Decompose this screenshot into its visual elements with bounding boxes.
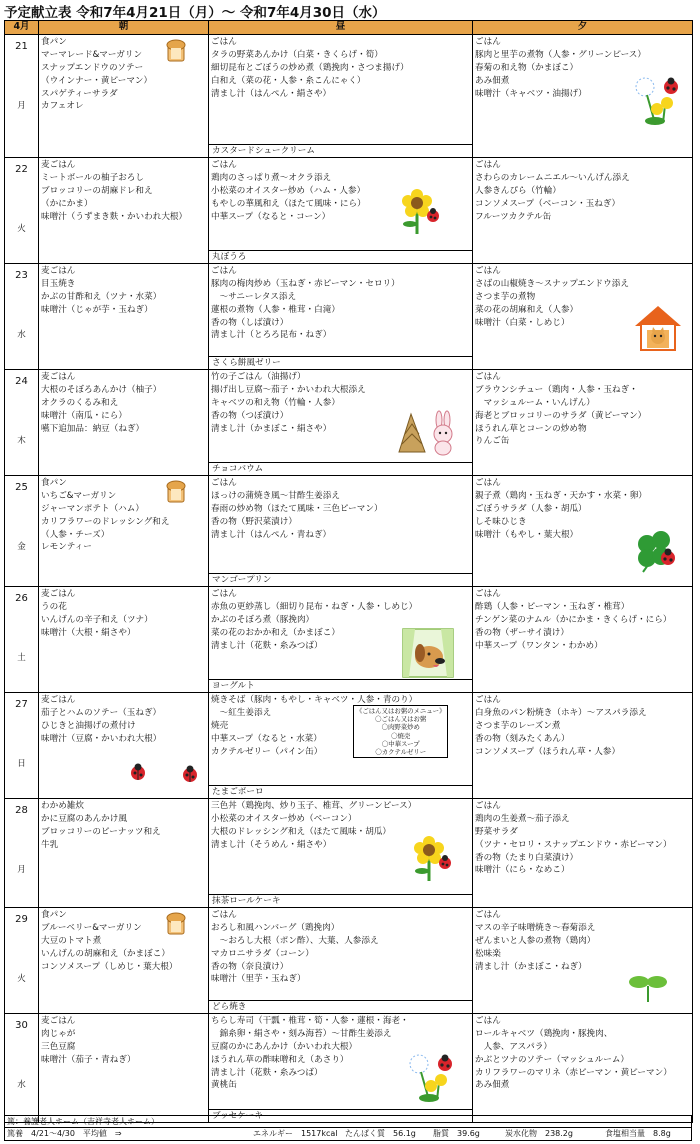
breakfast-item: スナップエンドウのソテー	[41, 62, 144, 73]
lunch-item: 清まし汁（はんぺん・青ねぎ）	[211, 529, 332, 540]
breakfast-item: コンソメスープ（しめじ・葉大根）	[41, 961, 178, 972]
weekday-label: 火	[17, 224, 26, 234]
lunch-item: 香の物（奈良漬け）	[211, 961, 289, 972]
lunch-item: 清まし汁（とろろ昆布・ねぎ）	[211, 330, 332, 341]
weekday-label: 木	[17, 436, 26, 446]
house-cat-icon	[633, 304, 683, 356]
dandelion-ladybug-icon	[633, 75, 685, 131]
breakfast-item: 麦ごはん	[41, 695, 76, 705]
dinner-cell	[473, 35, 693, 158]
breakfast-item: 嚥下追加品：納豆（ねぎ）	[41, 423, 145, 434]
dinner-item: ごはん	[475, 910, 501, 920]
snack-item: カスタードシュークリーム	[209, 144, 472, 157]
fat-value: 脂質 39.6g	[433, 1129, 480, 1138]
lunch-item: 清まし汁（はんぺん・絹さや）	[211, 88, 332, 99]
dinner-item: 松味楽	[475, 948, 501, 959]
breakfast-cell	[39, 158, 209, 264]
dinner-cell	[473, 587, 693, 693]
breakfast-cell	[39, 370, 209, 476]
breakfast-item: カリフラワーのドレッシング和え	[41, 516, 170, 527]
breakfast-item: かぶの甘酢和え（ツナ・水菜）	[41, 291, 162, 302]
dinner-item: ごはん	[475, 160, 501, 170]
breakfast-item: ジャーマンポテト（ハム）	[41, 503, 144, 514]
dinner-item: ごはん	[475, 372, 501, 382]
ladybug-icon	[179, 765, 201, 787]
dinner-item: 味噌汁（白菜・しめじ）	[475, 317, 570, 328]
menu-table	[4, 20, 693, 1123]
dinner-item: ごはん	[475, 266, 501, 276]
lunch-cell	[209, 158, 473, 264]
day-row	[5, 1014, 693, 1123]
dinner-item: りんご缶	[475, 436, 510, 447]
dinner-item: あみ佃煮	[475, 1080, 510, 1091]
sprout-icon	[623, 970, 673, 1008]
dinner-item: あみ佃煮	[475, 75, 510, 86]
salt-value: 食塩相当量 8.8g	[605, 1129, 671, 1138]
lunch-item: かぶのそぼろ煮（豚挽肉）	[211, 614, 315, 625]
dinner-header: 夕	[473, 21, 693, 35]
snack-item: チョコバウム	[209, 462, 472, 475]
day-row	[5, 799, 693, 908]
breakfast-item: 食パン	[41, 478, 67, 488]
breakfast-cell	[39, 476, 209, 587]
dinner-item: 野菜サラダ	[475, 826, 518, 837]
snack-item: さくら餅風ゼリー	[209, 356, 472, 369]
breakfast-cell	[39, 587, 209, 693]
lunch-item: ほうれん草の酢味噌和え（あさり）	[211, 1054, 349, 1065]
day-row	[5, 693, 693, 799]
breakfast-item: いんげんの胡麻和え（かまぼこ）	[41, 948, 170, 959]
breakfast-item: 麦ごはん	[41, 266, 76, 276]
snack-item: 丸ぼうろ	[209, 250, 472, 263]
lunch-item: 竹の子ごはん（油揚げ）	[211, 372, 306, 382]
lunch-cell	[209, 476, 473, 587]
breakfast-item: 牛乳	[41, 839, 59, 850]
lunch-item: 錦糸卵・絹さや・刻み海苔）～甘酢生姜添え	[211, 1028, 392, 1039]
dinner-cell	[473, 1014, 693, 1123]
dinner-item: チンゲン菜のナムル（かにかま・きくらげ・にら）	[475, 614, 672, 625]
dinner-item: 酢鶏（人参・ピーマン・玉ねぎ・椎茸）	[475, 601, 630, 612]
dinner-item: マッシュルーム・いんげん）	[475, 397, 595, 408]
day-row	[5, 908, 693, 1014]
month-header: 4月	[5, 21, 39, 35]
lunch-cell	[209, 799, 473, 908]
date-cell	[5, 158, 39, 264]
day-number: 24	[15, 376, 28, 387]
day-number: 23	[15, 270, 28, 281]
header-row	[5, 21, 693, 35]
dinner-item: ごはん	[475, 37, 501, 47]
ladybug-icon	[127, 763, 149, 785]
day-number: 22	[15, 164, 28, 175]
lunch-item: 白和え（菜の花・人参・糸こんにゃく）	[211, 75, 366, 86]
breakfast-item: 目玉焼き	[41, 278, 76, 289]
lunch-cell	[209, 587, 473, 693]
lunch-item: 春雨の炒め物（ほたて風味・三色ピーマン）	[211, 503, 383, 514]
bread-icon	[165, 39, 187, 67]
lunch-item: 清まし汁（そうめん・絹さや）	[211, 839, 332, 850]
lunch-cell	[209, 370, 473, 476]
dinner-item: 鶏肉の生姜煮～茄子添え	[475, 813, 570, 824]
breakfast-item: うの花	[41, 601, 67, 612]
breakfast-item: 味噌汁（大根・絹さや）	[41, 627, 136, 638]
weekday-label: 水	[17, 330, 26, 340]
bamboo-shoot-rabbit-icon	[395, 410, 461, 460]
lunch-item: ～サニーレタス添え	[211, 291, 297, 302]
breakfast-item: 味噌汁（茄子・青ねぎ）	[41, 1054, 136, 1065]
lunch-item: 揚げ出し豆腐～茄子・かいわれ大根添え	[211, 384, 366, 395]
breakfast-item: （かにかま）	[41, 198, 93, 209]
day-number: 28	[15, 805, 28, 816]
nutrition-footer	[4, 1115, 692, 1141]
dinner-item: ごはん	[475, 1016, 501, 1026]
lunch-item: 中華スープ（なると・コーン）	[211, 211, 331, 222]
lunch-item: 豚肉の梅肉炒め（玉ねぎ・赤ピーマン・セロリ）	[211, 278, 400, 289]
dinner-item: 海老とブロッコリーのサラダ（黄ピーマン）	[475, 410, 647, 421]
breakfast-cell	[39, 693, 209, 799]
weekday-label: 日	[17, 759, 26, 769]
dinner-cell	[473, 264, 693, 370]
breakfast-item: 食パン	[41, 37, 67, 47]
dinner-item: 春菊の和え物（かまぼこ）	[475, 62, 579, 73]
dinner-item: さつま芋のレーズン煮	[475, 720, 561, 731]
dinner-cell	[473, 908, 693, 1014]
carb-value: 炭水化物 238.2g	[505, 1129, 573, 1138]
dinner-cell	[473, 799, 693, 908]
dog-window-icon	[399, 627, 457, 683]
lunch-item: 香の物（しば漬け）	[211, 317, 289, 328]
energy-value: エネルギー 1517kcal	[253, 1129, 338, 1138]
page-title: 予定献立表 令和7年4月21日（月）～ 令和7年4月30日（水）	[4, 5, 386, 21]
dinner-item: 清まし汁（かまぼこ・ねぎ）	[475, 961, 587, 972]
weekday-label: 月	[17, 865, 26, 875]
breakfast-item: オクラのくるみ和え	[41, 397, 119, 408]
date-cell	[5, 370, 39, 476]
day-row	[5, 264, 693, 370]
date-cell	[5, 35, 39, 158]
clover-ladybug-icon	[633, 528, 681, 578]
breakfast-item: スパゲティーサラダ	[41, 88, 118, 99]
dinner-item: かぶとツナのソテー（マッシュルーム）	[475, 1054, 630, 1065]
day-number: 25	[15, 482, 28, 493]
lunch-item: おろし和風ハンバーグ（鶏挽肉）	[211, 922, 340, 933]
breakfast-item: ひじきと油揚げの煮付け	[41, 720, 136, 731]
note-line: 〇中華スープ	[381, 739, 420, 748]
breakfast-cell	[39, 908, 209, 1014]
dinner-item: 味噌汁（もやし・葉大根）	[475, 529, 579, 540]
lunch-item: 味噌汁（里芋・玉ねぎ）	[211, 974, 306, 985]
breakfast-cell	[39, 799, 209, 908]
lunch-item: 香の物（つぼ漬け）	[211, 410, 289, 421]
dinner-item: コンソメスープ（ベーコン・玉ねぎ）	[475, 198, 621, 209]
note-line: 〇焼売	[391, 731, 411, 740]
day-row	[5, 35, 693, 158]
lunch-item: 香の物（野沢菜漬け）	[211, 516, 297, 527]
dinner-item: 白身魚のパン粉焼き（ホキ）～アスパラ添え	[475, 707, 647, 718]
lunch-cell	[209, 35, 473, 158]
day-row	[5, 370, 693, 476]
lunch-header: 昼	[209, 21, 473, 35]
dinner-item: 人参きんぴら（竹輪）	[475, 185, 561, 196]
day-number: 26	[15, 593, 28, 604]
breakfast-item: 味噌汁（じゃが芋・玉ねぎ）	[41, 304, 153, 315]
breakfast-item: ブルーベリー&マーガリン	[41, 922, 142, 933]
dinner-item: ほうれん草とコーンの炒め物	[475, 423, 587, 434]
facility-label: 篤：養護老人ホーム（吉祥寺老人ホーム）	[5, 1116, 691, 1128]
dinner-cell	[473, 693, 693, 799]
alternate-menu-note	[353, 705, 448, 758]
lunch-item: ごはん	[211, 910, 237, 920]
lunch-item: ～おろし大根（ポン酢）、大葉、人参添え	[211, 935, 379, 946]
lunch-item: ほっけの蒲焼き風～甘酢生姜添え	[211, 490, 340, 501]
snack-item: 抹茶ロールケーキ	[209, 894, 472, 907]
dinner-item: ごはん	[475, 695, 501, 705]
snack-item: マンゴープリン	[209, 573, 472, 586]
lunch-item: 赤魚の更紗蒸し（細切り昆布・ねぎ・人参・しめじ）	[211, 601, 418, 612]
lunch-cell	[209, 264, 473, 370]
breakfast-header: 朝	[39, 21, 209, 35]
breakfast-item: カフェオレ	[41, 101, 84, 112]
lunch-item: ごはん	[211, 589, 237, 599]
breakfast-item: 大根のそぼろあんかけ（柚子）	[41, 384, 162, 395]
lunch-item: 菜の花のおかか和え（かまぼこ）	[211, 627, 340, 638]
dinner-item: ブラウンシチュー（鶏肉・人参・玉ねぎ・	[475, 384, 638, 395]
breakfast-item: マーマレード&マーガリン	[41, 49, 143, 60]
dinner-item: フルーツカクテル缶	[475, 211, 552, 222]
breakfast-item: ブロッコリーの胡麻ドレ和え	[41, 185, 153, 196]
breakfast-item: いちご&マーガリン	[41, 490, 117, 501]
date-cell	[5, 693, 39, 799]
date-cell	[5, 587, 39, 693]
lunch-item: 小松菜のオイスター炒め（ベーコン）	[211, 813, 357, 824]
date-cell	[5, 476, 39, 587]
lunch-item: 焼きそば（豚肉・もやし・キャベツ・人参・青のり）	[211, 695, 418, 705]
lunch-item: 細切昆布とごぼうの炒め煮（鶏挽肉・さつま揚げ）	[211, 62, 409, 73]
date-cell	[5, 1014, 39, 1123]
breakfast-item: ブロッコリーのピーナッツ和え	[41, 826, 161, 837]
breakfast-item: 食パン	[41, 910, 67, 920]
lunch-item: 焼売	[211, 720, 229, 731]
breakfast-item: 麦ごはん	[41, 372, 76, 382]
weekday-label: 火	[17, 974, 26, 984]
day-number: 27	[15, 699, 28, 710]
breakfast-cell	[39, 35, 209, 158]
dinner-item: 香の物（たまり白菜漬け）	[475, 852, 579, 863]
lunch-item: 三色丼（鶏挽肉、炒り玉子、椎茸、グリーンピース）	[211, 801, 417, 811]
breakfast-cell	[39, 1014, 209, 1123]
bread-icon	[165, 480, 187, 508]
snack-item: ヨーグルト	[209, 679, 472, 692]
breakfast-item: 大豆のトマト煮	[41, 935, 102, 946]
lunch-item: 鶏肉のさっぱり煮～オクラ添え	[211, 172, 332, 183]
lunch-cell	[209, 908, 473, 1014]
dinner-item: 中華スープ（ワンタン・わかめ）	[475, 640, 603, 651]
lunch-item: 豆腐のかにあんかけ（かいわれ大根）	[211, 1041, 358, 1052]
lunch-item: ちらし寿司（干瓢・椎茸・筍・人参・蓮根・海老・	[211, 1016, 409, 1026]
dinner-item: 味噌汁（キャベツ・油揚げ）	[475, 88, 587, 99]
dinner-cell	[473, 370, 693, 476]
breakfast-item: 麦ごはん	[41, 589, 76, 599]
dinner-item: ロールキャベツ（鶏挽肉・豚挽肉、	[475, 1028, 613, 1039]
dinner-item: さばの山椒焼き～スナップエンドウ添え	[475, 278, 629, 289]
breakfast-item: 肉じゃが	[41, 1028, 76, 1039]
breakfast-item: 茄子とハムのソテー（玉ねぎ）	[41, 707, 162, 718]
lunch-item: キャベツの和え物（竹輪・人参）	[211, 397, 340, 408]
breakfast-item: わかめ雑炊	[41, 801, 84, 811]
lunch-item: 蓮根の煮物（人参・椎茸・白滝）	[211, 304, 340, 315]
dinner-cell	[473, 158, 693, 264]
dinner-item: コンソメスープ（ほうれん草・人参）	[475, 746, 621, 757]
dinner-item: （ツナ・セロリ・スナップエンドウ・赤ピーマン）	[475, 839, 672, 850]
dandelion-ladybug-icon	[407, 1052, 459, 1108]
breakfast-item: いんげんの辛子和え（ツナ）	[41, 614, 153, 625]
dinner-item: 味噌汁（にら・なめこ）	[475, 865, 570, 876]
lunch-item: 中華スープ（なると・水菜）	[211, 733, 322, 744]
protein-value: たんぱく質 56.1g	[345, 1129, 416, 1138]
note-line: 〇カクテルゼリー	[375, 748, 427, 757]
lunch-item: 清まし汁（花麩・糸みつば）	[211, 640, 323, 651]
breakfast-item: レモンティー	[41, 542, 92, 553]
snack-item: ブッセケーキ	[209, 1109, 472, 1122]
note-line: 〇肉野菜炒め	[381, 723, 420, 732]
day-row	[5, 158, 693, 264]
dinner-item: 親子煮（鶏肉・玉ねぎ・天かす・水菜・卵）	[475, 490, 647, 501]
note-line: 《ごはん又はお粥のメニュー》	[356, 707, 446, 715]
dinner-item: ごはん	[475, 478, 501, 488]
dinner-item: 菜の花の胡麻和え（人参）	[475, 304, 579, 315]
lunch-item: ～紅生姜添え	[211, 707, 272, 718]
breakfast-item: 味噌汁（南瓜・にら）	[41, 410, 127, 421]
breakfast-item: 麦ごはん	[41, 1016, 76, 1026]
lunch-item: 清まし汁（花麩・糸みつば）	[211, 1067, 323, 1078]
breakfast-item: ミートボールの柚子おろし	[41, 172, 144, 183]
lunch-item: カクテルゼリー（パイン缶）	[211, 746, 323, 757]
lunch-item: タラの野菜あんかけ（白菜・きくらげ・筍）	[211, 49, 383, 60]
lunch-item: もやしの華風和え（ほたて風味・にら）	[211, 198, 366, 209]
weekday-label: 水	[17, 1080, 26, 1090]
dinner-item: 人参、アスパラ）	[475, 1041, 553, 1052]
lunch-item: マカロニサラダ（コーン）	[211, 948, 314, 959]
dinner-item: さつま芋の煮物	[475, 291, 536, 302]
dinner-item: ごはん	[475, 589, 501, 599]
snack-item: たまごボーロ	[209, 785, 472, 798]
breakfast-item: 三色豆腐	[41, 1041, 76, 1052]
dinner-item: 豚肉と里芋の煮物（人参・グリーンピース）	[475, 49, 646, 60]
lunch-item: 大根のドレッシング和え（ほたて風味・胡瓜）	[211, 826, 391, 837]
breakfast-item: （人参・チーズ）	[41, 529, 110, 540]
sunflower-ladybug-icon	[409, 833, 455, 887]
breakfast-item: 麦ごはん	[41, 160, 76, 170]
date-cell	[5, 908, 39, 1014]
lunch-item: ごはん	[211, 266, 237, 276]
snack-item: どら焼き	[209, 1000, 472, 1013]
dinner-item: しそ味ひじき	[475, 516, 527, 527]
breakfast-item: （ウインナー・黄ピーマン）	[41, 75, 153, 86]
bread-icon	[165, 912, 187, 940]
weekday-label: 土	[17, 653, 26, 663]
lunch-item: ごはん	[211, 160, 237, 170]
dinner-item: 香の物（ザーサイ漬け）	[475, 627, 569, 638]
dinner-item: マスの辛子味噌焼き～春菊添え	[475, 922, 596, 933]
dinner-cell	[473, 476, 693, 587]
dinner-item: カリフラワーのマリネ（赤ピーマン・黄ピーマン）	[475, 1067, 672, 1078]
lunch-cell	[209, 1014, 473, 1123]
day-number: 30	[15, 1020, 28, 1031]
lunch-item: ごはん	[211, 478, 237, 488]
day-row	[5, 587, 693, 693]
dinner-item: ごぼうサラダ（人参・胡瓜）	[475, 503, 587, 514]
dinner-item: ぜんまいと人参の煮物（鶏肉）	[475, 935, 596, 946]
dinner-item: さわらのカレームニエル～いんげん添え	[475, 172, 630, 183]
period-label: 篤養 4/21～4/30 平均値 ⇒	[7, 1129, 122, 1138]
weekday-label: 金	[17, 542, 26, 552]
lunch-item: 黄桃缶	[211, 1080, 237, 1091]
lunch-cell	[209, 693, 473, 799]
day-row	[5, 476, 693, 587]
dinner-item: 香の物（刻みたくあん）	[475, 733, 570, 744]
breakfast-item: 味噌汁（うずまき麩・かいわれ大根）	[41, 211, 188, 222]
breakfast-item: 味噌汁（豆腐・かいわれ大根）	[41, 733, 162, 744]
date-cell	[5, 799, 39, 908]
day-number: 21	[15, 41, 28, 52]
day-number: 29	[15, 914, 28, 925]
breakfast-cell	[39, 264, 209, 370]
weekday-label: 月	[17, 101, 26, 111]
lunch-item: ごはん	[211, 37, 237, 47]
breakfast-item: かに豆腐のあんかけ風	[41, 813, 127, 824]
date-cell	[5, 264, 39, 370]
note-line: 〇ごはん又はお粥	[375, 715, 427, 724]
dinner-item: ごはん	[475, 801, 501, 811]
sunflower-ladybug-icon	[397, 186, 443, 240]
lunch-item: 清まし汁（かまぼこ・絹さや）	[211, 423, 332, 434]
lunch-item: 小松菜のオイスター炒め（ハム・人参）	[211, 185, 366, 196]
